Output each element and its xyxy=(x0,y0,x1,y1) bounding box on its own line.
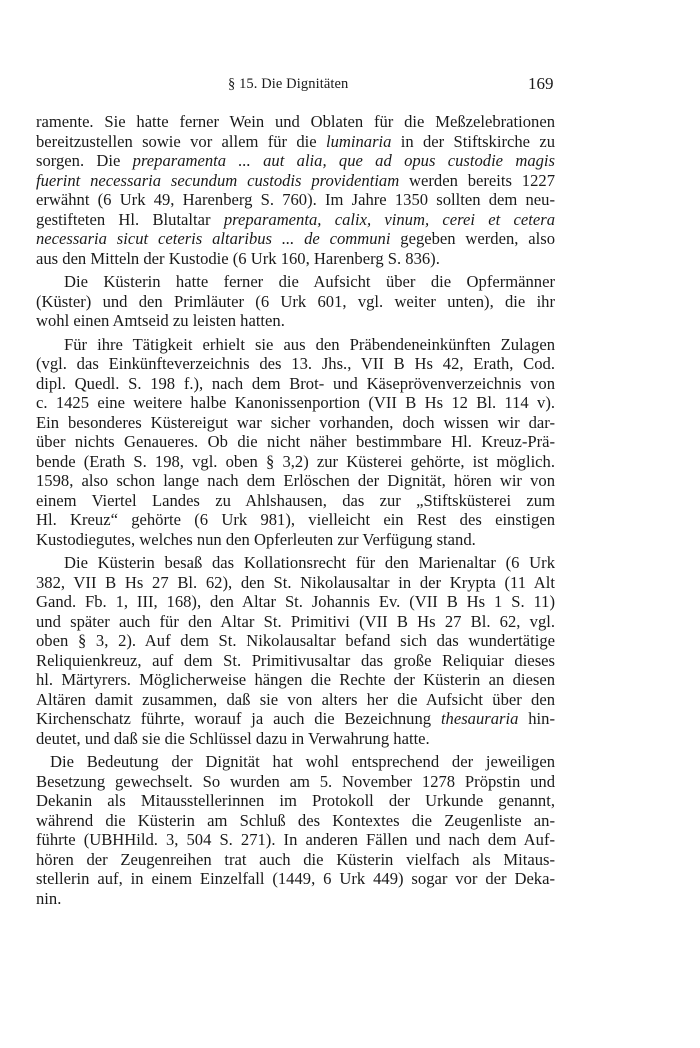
text-line xyxy=(36,791,555,811)
page-number: 169 xyxy=(528,74,554,93)
text-segment: und später auch für den Altar St. Primitivi (VII B Hs 27 Bl. 62, vgl. xyxy=(36,611,555,631)
italic-text: preparamenta, calix, vinum, cerei et cetera xyxy=(223,209,555,229)
text-segment: über nichts Genaueres. Ob die nicht näher bestimmbare Hl. Kreuz-Prä- xyxy=(36,432,555,451)
text-segment: nin. xyxy=(36,888,62,908)
text-segment: oben § 3, 2). Auf dem St. Nikolausaltar befand sich das wundertätige xyxy=(36,631,555,650)
text-segment: werden bereits 1227 xyxy=(399,170,555,190)
text-line xyxy=(36,869,555,889)
italic-text: necessaria sicut ceteris altaribus ... de communi xyxy=(36,229,391,248)
text-line xyxy=(36,752,555,772)
text-line xyxy=(36,413,555,433)
text-segment: Die Küsterin hatte ferner die Aufsicht über die Opfermänner xyxy=(64,272,555,291)
italic-text: fuerint necessaria secundum custodis providentiam xyxy=(36,170,400,190)
text-line xyxy=(36,354,555,374)
text-line xyxy=(36,471,555,491)
text-line xyxy=(36,772,555,792)
text-segment: Die Küsterin besaß das Kollationsrecht für den Marienaltar (6 Urk xyxy=(64,553,555,572)
text-segment: ramente. Sie hatte ferner Wein und Oblaten für die Meßzelebrationen xyxy=(36,112,555,131)
text-line xyxy=(36,811,555,831)
italic-text: thesauraria xyxy=(440,709,519,728)
paragraph xyxy=(36,272,555,331)
text-line xyxy=(36,210,555,230)
text-line xyxy=(36,432,555,452)
text-line xyxy=(36,132,555,152)
text-line xyxy=(36,311,555,331)
text-line xyxy=(36,651,555,671)
text-line xyxy=(36,573,555,593)
body-text xyxy=(36,112,555,908)
text-segment: führte (UBHHild. 3, 504 S. 271). In anderen Fällen und nach dem Auf- xyxy=(36,830,555,849)
text-segment: Kirchenschatz führte, worauf ja auch die Bezeichnung xyxy=(36,709,441,728)
text-line xyxy=(36,190,555,210)
text-segment: wohl einen Amtseid zu leisten hatten. xyxy=(36,311,285,330)
page-header xyxy=(0,72,700,96)
text-segment: Altären damit zusammen, daß sie von alters her die Aufsicht über den xyxy=(36,689,555,709)
text-line xyxy=(36,452,555,472)
text-segment: Kustodiegutes, welches nun den Opferleuten zur Verfügung stand. xyxy=(36,529,476,549)
running-head: § 15. Die Dignitäten xyxy=(228,76,349,92)
text-line xyxy=(36,612,555,632)
text-line xyxy=(36,709,555,729)
text-segment: bereitzustellen sowie vor allem für die xyxy=(36,131,326,151)
text-segment: hören der Zeugenreihen trat auch die Küsterin vielfach als Mitaus- xyxy=(36,849,555,869)
text-line xyxy=(36,292,555,312)
text-segment: in der Stiftskirche zu xyxy=(391,131,555,151)
text-segment: aus den Mitteln der Kustodie (6 Urk 160, Harenberg S. 836). xyxy=(36,248,440,268)
text-segment: dipl. Quedl. S. 198 f.), nach dem Brot- und Käseprövenverzeichnis von xyxy=(36,373,555,393)
text-line xyxy=(36,830,555,850)
text-segment: c. 1425 eine weitere halbe Kanonissenportion (VII B Hs 12 Bl. 114 v). xyxy=(36,393,555,412)
text-segment: gestifteten Hl. Blutaltar xyxy=(36,209,224,229)
text-line xyxy=(36,510,555,530)
text-segment: erwähnt (6 Urk 49, Harenberg S. 760). Im Jahre 1350 sollten dem neu- xyxy=(36,190,555,209)
text-segment: Reliquienkreuz, auf dem St. Primitivusaltar das große Reliquiar dieses xyxy=(36,650,555,670)
text-line xyxy=(36,171,555,191)
text-line xyxy=(36,592,555,612)
text-line xyxy=(36,530,555,550)
text-line xyxy=(36,850,555,870)
italic-text: luminaria xyxy=(325,131,392,151)
text-line xyxy=(36,553,555,573)
text-line xyxy=(36,249,555,269)
italic-text: preparamenta ... aut alia, que ad opus custodie magis xyxy=(132,151,555,170)
text-line xyxy=(36,729,555,749)
text-segment: bende (Erath S. 198, vgl. oben § 3,2) zur Küsterei gehörte, ist möglich. xyxy=(36,451,555,471)
text-segment: Für ihre Tätigkeit erhielt sie aus den Präbendeneinkünften Zulagen xyxy=(64,334,555,354)
paragraph xyxy=(36,752,555,908)
text-segment: 1598, also schon lange nach dem Erlöschen der Dignität, hören wir von xyxy=(36,471,555,490)
text-segment: gegeben werden, also xyxy=(390,229,555,248)
text-segment: während die Küsterin am Schluß des Kontextes die Zeugenliste an- xyxy=(36,810,555,830)
text-line xyxy=(36,631,555,651)
text-segment: Besetzung gewechselt. So wurden am 5. November 1278 Pröpstin und xyxy=(36,771,555,791)
text-segment: Die Bedeutung der Dignität hat wohl entsprechend der jeweiligen xyxy=(50,752,555,771)
text-line xyxy=(36,670,555,690)
text-line xyxy=(36,229,555,249)
text-line xyxy=(36,272,555,292)
text-segment: Gand. Fb. 1, III, 168), den Altar St. Johannis Ev. (VII B Hs 1 S. 11) xyxy=(36,592,555,611)
text-line xyxy=(36,690,555,710)
text-line xyxy=(36,151,555,171)
text-segment: hl. Märtyrers. Möglicherweise hängen die Rechte der Küsterin an diesen xyxy=(36,670,555,689)
paragraph xyxy=(36,335,555,550)
text-segment: stellerin auf, in einem Einzelfall (1449, 6 Urk 449) sogar vor der Deka- xyxy=(36,869,555,888)
text-line xyxy=(36,889,555,909)
text-segment: (Küster) und den Primläuter (6 Urk 601, vgl. weiter unten), die ihr xyxy=(36,291,555,311)
text-segment: Hl. Kreuz“ gehörte (6 Urk 981), vielleicht ein Rest des einstigen xyxy=(36,510,555,529)
text-segment: sorgen. Die xyxy=(36,151,133,170)
text-segment: deutet, und daß sie die Schlüssel dazu in Verwahrung hatte. xyxy=(36,728,430,748)
text-segment: Ein besonderes Küstereigut war sicher vorhanden, doch wissen wir dar- xyxy=(36,412,555,432)
text-line xyxy=(36,335,555,355)
text-segment: (vgl. das Einkünfteverzeichnis des 13. Jhs., VII B Hs 42, Erath, Cod. xyxy=(36,354,555,373)
paragraph xyxy=(36,553,555,748)
paragraph xyxy=(36,112,555,268)
text-line xyxy=(36,393,555,413)
text-line xyxy=(36,374,555,394)
text-line xyxy=(36,112,555,132)
text-line xyxy=(36,491,555,511)
text-segment: Dekanin als Mitausstellerinnen im Protokoll der Urkunde genannt, xyxy=(36,791,555,810)
text-segment: hin- xyxy=(518,709,555,728)
text-segment: einem Viertel Landes zu Ahlshausen, das zur „Stiftsküsterei zum xyxy=(36,490,555,510)
text-segment: 382, VII B Hs 27 Bl. 62), den St. Nikolausaltar in der Krypta (11 Alt xyxy=(36,572,555,592)
